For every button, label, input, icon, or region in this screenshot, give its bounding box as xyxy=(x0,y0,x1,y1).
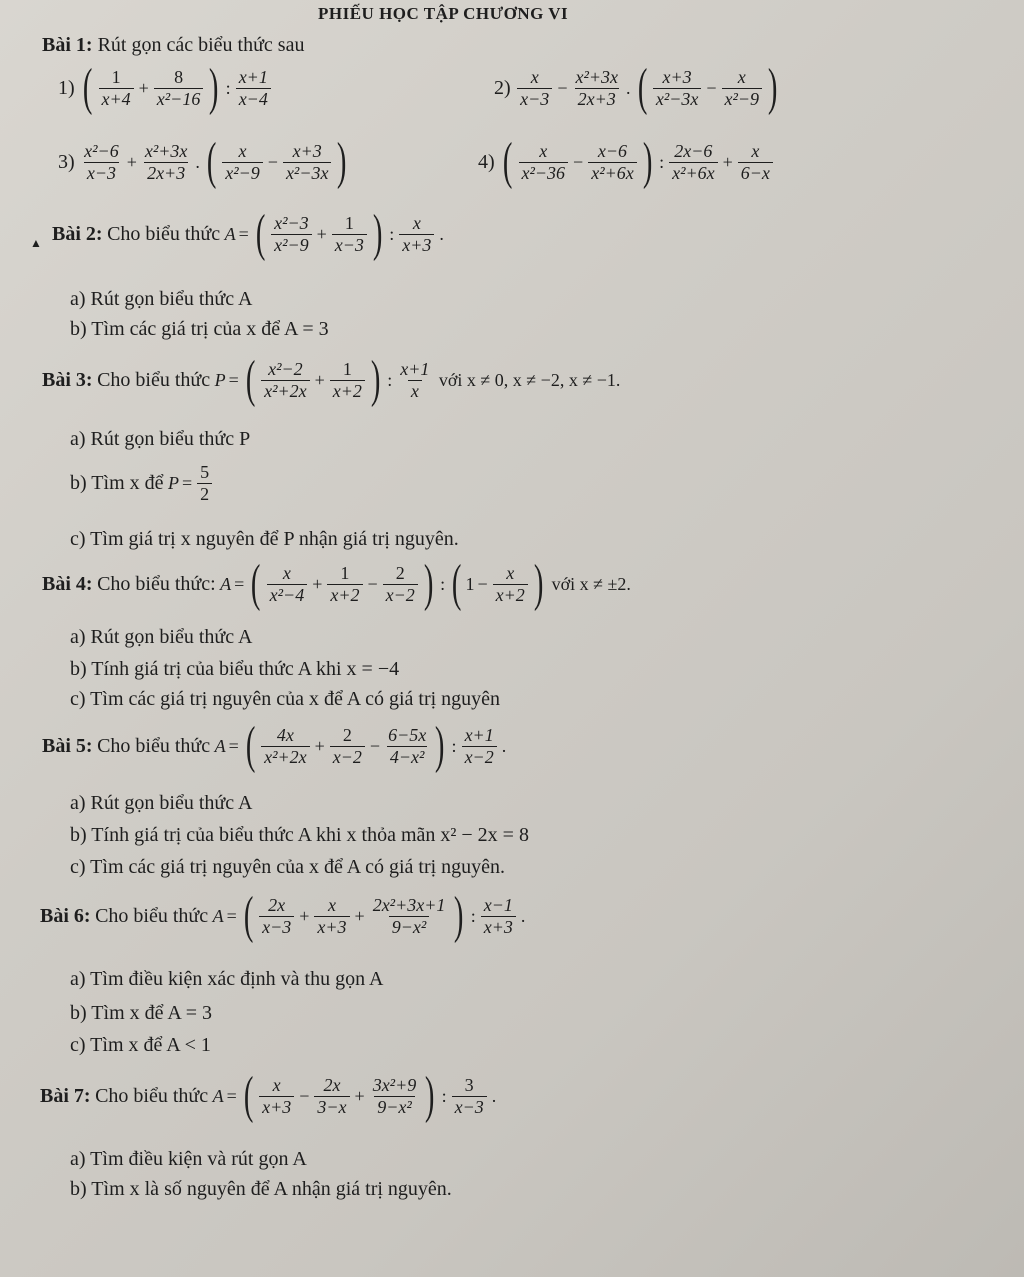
bai3-heading: Bài 3: Cho biểu thức P = ( $\frac{\text{x²−2}}{\text{x²+2x}}$ + $\frac{1}{x+2}$ ) : $\frac{x+1}{x}$ với x ≠ 0, x ≠ −2, x ≠ −1. xyxy=(42,351,621,408)
bai3-part-b: b) Tìm x để P = $\frac{5}{2}$ xyxy=(70,462,214,504)
bai5-part-c: c) Tìm các giá trị nguyên của x để A có giá trị nguyên. xyxy=(70,856,506,878)
bai1-expression-3: 3) $\frac{\text{x²−6}}{x-3}$ + $\frac{\text{x²+3x}}{2x+3}$ . ( $\frac{x}{\text{x²−9}}$ − $\frac{x+3}{\text{x²−3x}}$ ) xyxy=(58,133,347,190)
bai2-part-b: b) Tìm các giá trị của x để A = 3 xyxy=(70,318,329,340)
bai1-item-1: 1) xyxy=(58,76,75,99)
bai1-expression-4: 4) ( $\frac{x}{\text{x²−36}}$ − $\frac{x-6}{\text{x²+6x}}$ ) : $\frac{2x-6}{\text{x²+6x}}$ + $\frac{x}{6-x}$ xyxy=(478,136,775,188)
bai2-heading: Bài 2: Cho biểu thức A = ( $\frac{\text{x²−3}}{\text{x²−9}}$ + $\frac{1}{x-3}$ ) : $\frac{x}{x+3}$ . xyxy=(52,205,444,262)
bai1-label: Bài 1: xyxy=(42,34,93,56)
bai5-heading: Bài 5: Cho biểu thức A = ( $\frac{4x}{\text{x²+2x}}$ + $\frac{2}{x-2}$ − $\frac{6-5x}{\text{4−x²}}$ ) : $\frac{x+1}{x-2}$ . xyxy=(42,717,507,774)
bai1-item-4: 4) xyxy=(478,150,495,173)
bai2-text: Cho biểu thức xyxy=(107,222,221,245)
bai7-heading: Bài 7: Cho biểu thức A = ( $\frac{x}{x+3}$ − $\frac{2x}{3-x}$ + $\frac{\text{3x²+9}}{\text{9−x²}}$ ) : $\frac{3}{x-3}$ . xyxy=(40,1067,497,1124)
bai1-text: Rút gọn các biểu thức sau xyxy=(97,34,305,56)
bai6-part-c: c) Tìm x để A < 1 xyxy=(70,1034,211,1056)
bai5-text: Cho biểu thức xyxy=(97,734,211,757)
bai2-label: Bài 2: xyxy=(52,222,103,245)
bai1-expression-1: 1) ( $\frac{1}{x+4}$ + $\frac{8}{\text{x²−16}}$ ) : $\frac{x+1}{x-4}$ xyxy=(58,62,273,114)
page-title: PHIẾU HỌC TẬP CHƯƠNG VI xyxy=(318,4,569,23)
bai7-label: Bài 7: xyxy=(40,1084,91,1107)
bai1-heading xyxy=(42,34,304,57)
bai7-part-a: a) Tìm điều kiện và rút gọn A xyxy=(70,1148,307,1170)
bullet-mark: ▲ xyxy=(30,236,42,250)
bai6-part-b: b) Tìm x để A = 3 xyxy=(70,1002,213,1024)
bai3-part-a: a) Rút gọn biểu thức P xyxy=(70,428,251,450)
bai6-text: Cho biểu thức xyxy=(95,904,209,927)
bai1-expression-2: 2) $\frac{x}{x-3}$ − $\frac{\text{x²+3x}}{2x+3}$ . ( $\frac{x+3}{\text{x²−3x}}$ − $\frac{x}{\text{x²−9}}$ ) xyxy=(494,59,778,116)
bai4-heading: Bài 4: Cho biểu thức: A = ( $\frac{x}{\text{x²−4}}$ + $\frac{1}{x+2}$ − $\frac{2}{x-2}$ ) : ( 1 − $\frac{x}{x+2}$ ) với x ≠ ±2. xyxy=(42,555,631,612)
bai3-part-c: c) Tìm giá trị x nguyên để P nhận giá trị nguyên. xyxy=(70,528,459,550)
bai7-part-b: b) Tìm x là số nguyên để A nhận giá trị nguyên. xyxy=(70,1178,452,1200)
bai3-label: Bài 3: xyxy=(42,368,93,391)
bai5-part-a: a) Rút gọn biểu thức A xyxy=(70,792,253,814)
bai6-label: Bài 6: xyxy=(40,904,91,927)
bai5-part-b: b) Tính giá trị của biểu thức A khi x thỏa mãn x² − 2x = 8 xyxy=(70,824,529,846)
bai2-part-a: a) Rút gọn biểu thức A xyxy=(70,288,253,310)
bai5-label: Bài 5: xyxy=(42,734,93,757)
bai4-part-c: c) Tìm các giá trị nguyên của x để A có giá trị nguyên xyxy=(70,688,501,710)
bai4-label: Bài 4: xyxy=(42,572,93,595)
bai6-part-a: a) Tìm điều kiện xác định và thu gọn A xyxy=(70,968,384,990)
bai4-condition: với x ≠ ±2. xyxy=(551,573,631,594)
bai4-part-a: a) Rút gọn biểu thức A xyxy=(70,626,253,648)
bai3-text: Cho biểu thức xyxy=(97,368,211,391)
bai1-item-2: 2) xyxy=(494,76,511,99)
bai7-text: Cho biểu thức xyxy=(95,1084,209,1107)
bai3-part-b-text: b) Tìm x để xyxy=(70,471,164,494)
bai6-heading: Bài 6: Cho biểu thức A = ( $\frac{2x}{x-3}$ + $\frac{x}{x+3}$ + $\frac{\text{2x²+3x+1}}{\text{9−x²}}$ ) : $\frac{x-1}{x+3}$ . xyxy=(40,887,526,944)
bai4-text: Cho biểu thức: xyxy=(97,572,216,595)
bai1-item-3: 3) xyxy=(58,150,75,173)
bai4-part-b: b) Tính giá trị của biểu thức A khi x = −4 xyxy=(70,658,400,680)
bai3-condition: với x ≠ 0, x ≠ −2, x ≠ −1. xyxy=(438,369,621,390)
